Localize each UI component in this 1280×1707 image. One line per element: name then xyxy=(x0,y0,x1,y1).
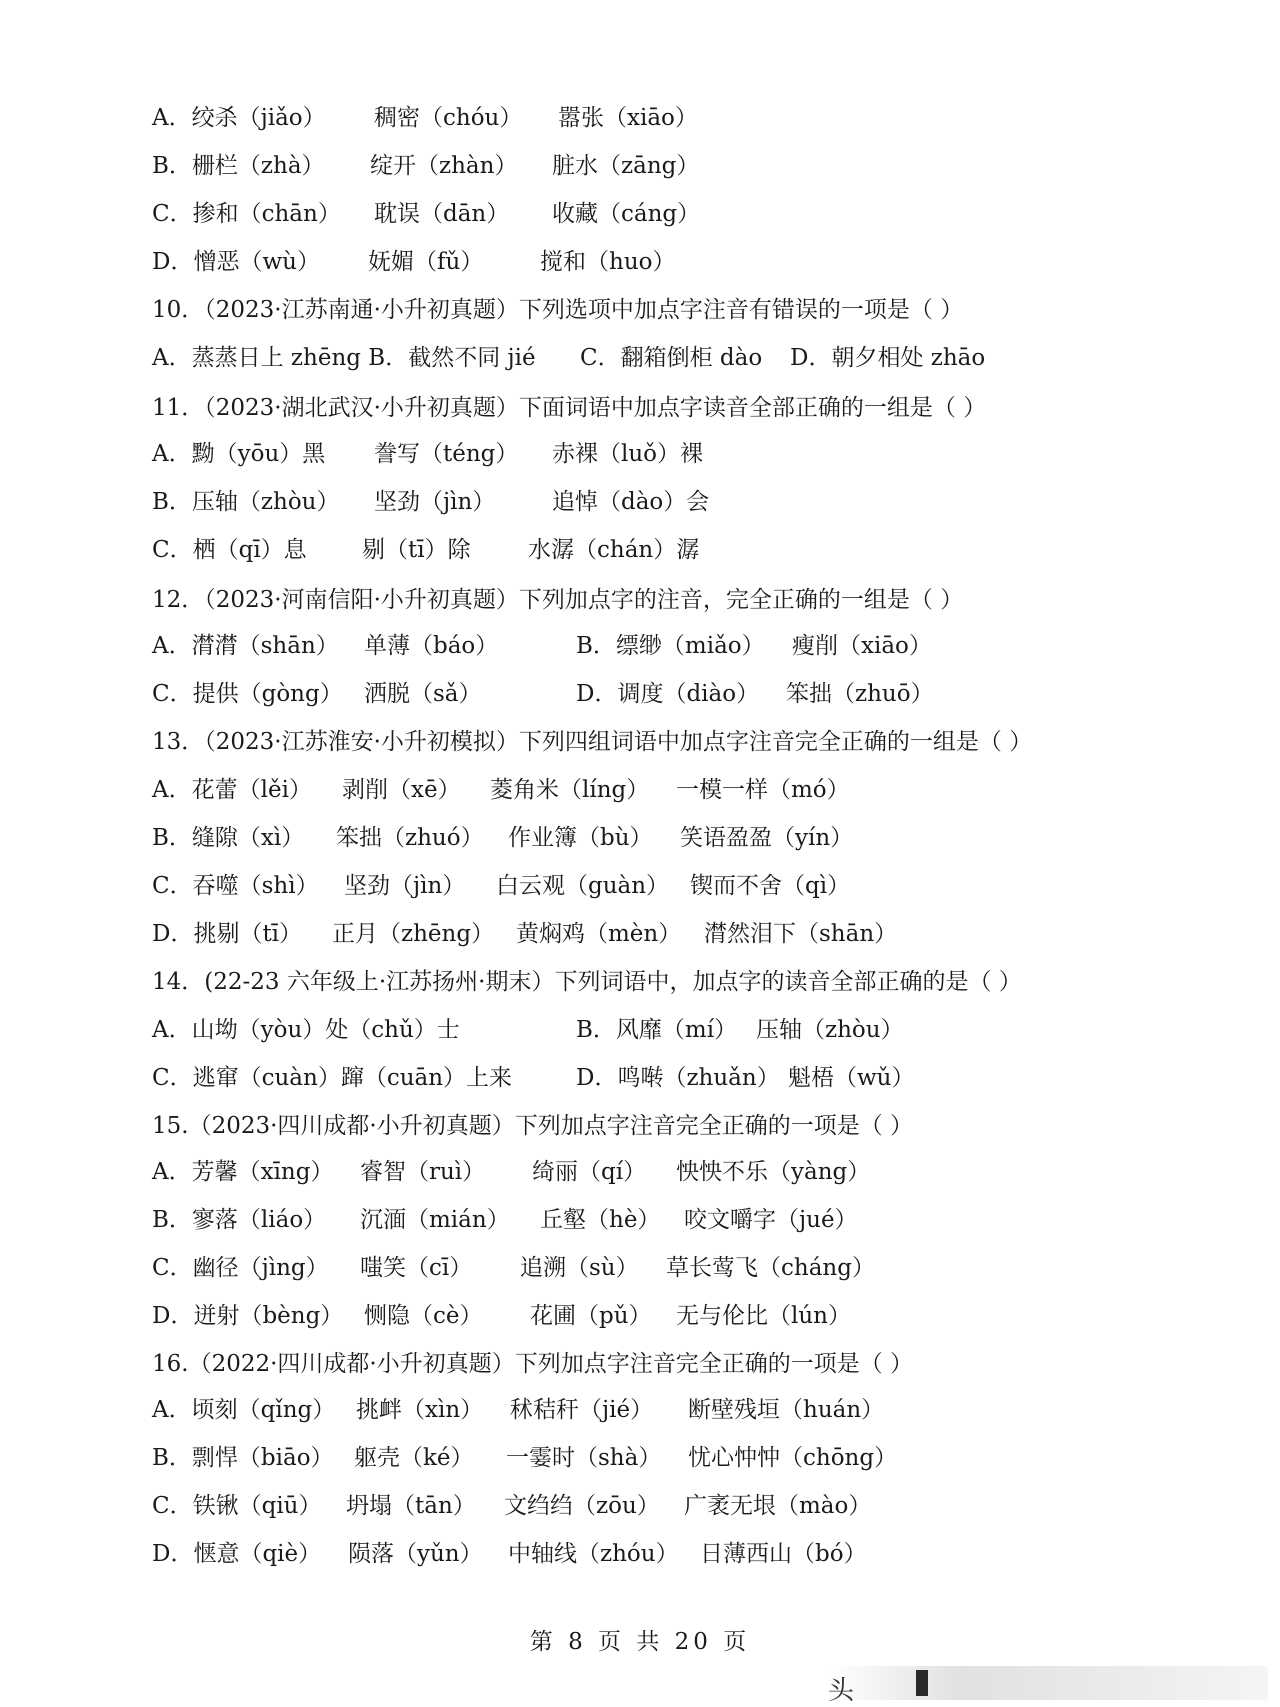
text-segment: 14．(22-23 六年级上·江苏扬州·期末）下列词语中，加点字的读音全部正确的是（ ） xyxy=(152,969,1022,995)
text-segment: A．顷刻（qǐng） xyxy=(152,1397,336,1423)
text-segment: 耽误（dān） xyxy=(374,201,510,227)
text-segment: B．寥落（liáo） xyxy=(152,1207,327,1233)
text-segment: A．黝（yōu）黑 xyxy=(152,441,326,467)
text-segment: 魁梧（wǔ） xyxy=(788,1065,915,1091)
text-segment: 白云观（guàn） xyxy=(496,873,670,899)
text-segment: B．风靡（mí） xyxy=(576,1017,738,1043)
text-segment: C．提供（gòng） xyxy=(152,681,343,707)
text-segment: D．憎恶（wù） xyxy=(152,249,320,275)
text-segment: 躯壳（ké） xyxy=(354,1445,474,1471)
text-segment: A．潸潸（shān） xyxy=(152,633,339,659)
text-segment: 坚劲（jìn） xyxy=(344,873,466,899)
text-segment: A．芳馨（xīng） xyxy=(152,1159,334,1185)
text-segment: 草长莺飞（cháng） xyxy=(666,1255,875,1281)
text-segment: D．调度（diào） xyxy=(576,681,760,707)
text-segment: D．鸣啭（zhuǎn） xyxy=(576,1065,780,1091)
text-segment: 文绉绉（zōu） xyxy=(504,1493,660,1519)
watermark xyxy=(828,1666,1268,1706)
text-segment: A．山坳（yòu）处（chǔ）士 xyxy=(152,1017,460,1043)
text-segment: 沉湎（mián） xyxy=(360,1207,510,1233)
text-segment: C．逃窜（cuàn）蹿（cuān）上来 xyxy=(152,1065,513,1091)
text-segment: 洒脱（sǎ） xyxy=(364,681,482,707)
text-segment: B．剽悍（biāo） xyxy=(152,1445,334,1471)
text-segment: B．缥缈（miǎo） xyxy=(576,633,765,659)
text-segment: D．朝夕相处 zhāo xyxy=(790,345,986,371)
text-segment: 广袤无垠（mào） xyxy=(684,1493,872,1519)
text-segment: 花圃（pǔ） xyxy=(530,1303,652,1329)
text-segment: 潸然泪下（shān） xyxy=(704,921,898,947)
page-footer: 第 8 页 共 20 页 xyxy=(529,1629,751,1655)
text-segment: 单薄（báo） xyxy=(364,633,499,659)
text-segment: 笑语盈盈（yín） xyxy=(680,825,854,851)
text-segment: 剔（tī）除 xyxy=(362,537,471,563)
text-segment: 追溯（sù） xyxy=(520,1255,639,1281)
text-segment: 稠密（chóu） xyxy=(374,105,523,131)
text-segment: 丘壑（hè） xyxy=(540,1207,661,1233)
text-segment: 赤裸（luǒ）裸 xyxy=(552,441,704,467)
text-segment: C．翻箱倒柜 dào xyxy=(580,345,763,371)
text-segment: D．惬意（qiè） xyxy=(152,1541,322,1567)
text-segment: 作业簿（bù） xyxy=(508,825,653,851)
text-segment: C．铁锹（qiū） xyxy=(152,1493,322,1519)
text-segment: 正月（zhēng） xyxy=(332,921,495,947)
text-segment: 一模一样（mó） xyxy=(676,777,850,803)
text-segment: 11．（2023·湖北武汉·小升初真题）下面词语中加点字读音全部正确的一组是（ ） xyxy=(152,395,987,421)
text-segment: 笨拙（zhuō） xyxy=(786,681,934,707)
text-segment: 坍塌（tān） xyxy=(346,1493,476,1519)
text-segment: 咬文嚼字（jué） xyxy=(684,1207,858,1233)
text-segment: C．掺和（chān） xyxy=(152,201,341,227)
text-segment: A．花蕾（lěi） xyxy=(152,777,312,803)
text-segment: 追悼（dào）会 xyxy=(552,489,710,515)
text-segment: A．蒸蒸日上 zhēng B．截然不同 jié xyxy=(152,345,536,371)
text-segment: 16.（2022·四川成都·小升初真题）下列加点字注音完全正确的一项是（ ） xyxy=(152,1351,914,1377)
text-segment: 脏水（zāng） xyxy=(552,153,700,179)
text-segment: 压轴（zhòu） xyxy=(756,1017,904,1043)
text-segment: 断壁残垣（huán） xyxy=(688,1397,885,1423)
text-segment: 15.（2023·四川成都·小升初真题）下列加点字注音完全正确的一项是（ ） xyxy=(152,1113,914,1139)
watermark-bar-icon xyxy=(916,1670,928,1696)
text-segment: 收藏（cáng） xyxy=(552,201,701,227)
text-segment: D．挑剔（tī） xyxy=(152,921,303,947)
text-segment: 嗤笑（cī） xyxy=(360,1255,473,1281)
text-segment: 挑衅（xìn） xyxy=(356,1397,484,1423)
text-segment: 恻隐（cè） xyxy=(364,1303,483,1329)
text-segment: 水潺（chán）潺 xyxy=(528,537,700,563)
text-segment: 搅和（huo） xyxy=(540,249,676,275)
text-segment: C．幽径（jìng） xyxy=(152,1255,329,1281)
text-segment: 陨落（yǔn） xyxy=(348,1541,483,1567)
text-segment: 笨拙（zhuó） xyxy=(336,825,484,851)
text-segment: B．栅栏（zhà） xyxy=(152,153,325,179)
text-segment: 剥削（xē） xyxy=(342,777,461,803)
text-segment: B．缝隙（xì） xyxy=(152,825,305,851)
text-segment: 12．（2023·河南信阳·小升初真题）下列加点字的注音，完全正确的一组是（ ） xyxy=(152,587,964,613)
text-segment: 妩媚（fǔ） xyxy=(368,249,484,275)
text-segment: B．压轴（zhòu） xyxy=(152,489,340,515)
text-segment: C．吞噬（shì） xyxy=(152,873,319,899)
text-segment: 日薄西山（bó） xyxy=(700,1541,867,1567)
text-segment: D．迸射（bèng） xyxy=(152,1303,344,1329)
text-segment: 忧心忡忡（chōng） xyxy=(688,1445,898,1471)
text-segment: 瘦削（xiāo） xyxy=(792,633,932,659)
text-segment: 坚劲（jìn） xyxy=(374,489,496,515)
text-segment: 睿智（ruì） xyxy=(360,1159,486,1185)
text-segment: 无与伦比（lún） xyxy=(676,1303,851,1329)
text-segment: 怏怏不乐（yàng） xyxy=(676,1159,871,1185)
text-segment: 菱角米（líng） xyxy=(490,777,650,803)
text-segment: 10．（2023·江苏南通·小升初真题）下列选项中加点字注音有错误的一项是（ ） xyxy=(152,297,964,323)
text-segment: 誊写（téng） xyxy=(374,441,519,467)
text-segment: 嚣张（xiāo） xyxy=(558,105,698,131)
text-segment: 秫秸秆（jié） xyxy=(510,1397,654,1423)
text-segment: 一霎时（shà） xyxy=(506,1445,662,1471)
text-segment: 锲而不舍（qì） xyxy=(690,873,851,899)
text-segment: 13．（2023·江苏淮安·小升初模拟）下列四组词语中加点字注音完全正确的一组是（ ） xyxy=(152,729,1033,755)
text-segment: 绮丽（qí） xyxy=(532,1159,647,1185)
text-segment: A．绞杀（jiǎo） xyxy=(152,105,326,131)
text-segment: 绽开（zhàn） xyxy=(370,153,518,179)
watermark-logo-text: 头 xyxy=(828,1676,855,1706)
text-segment: 中轴线（zhóu） xyxy=(508,1541,679,1567)
text-segment: C．栖（qī）息 xyxy=(152,537,307,563)
text-segment: 黄焖鸡（mèn） xyxy=(516,921,682,947)
